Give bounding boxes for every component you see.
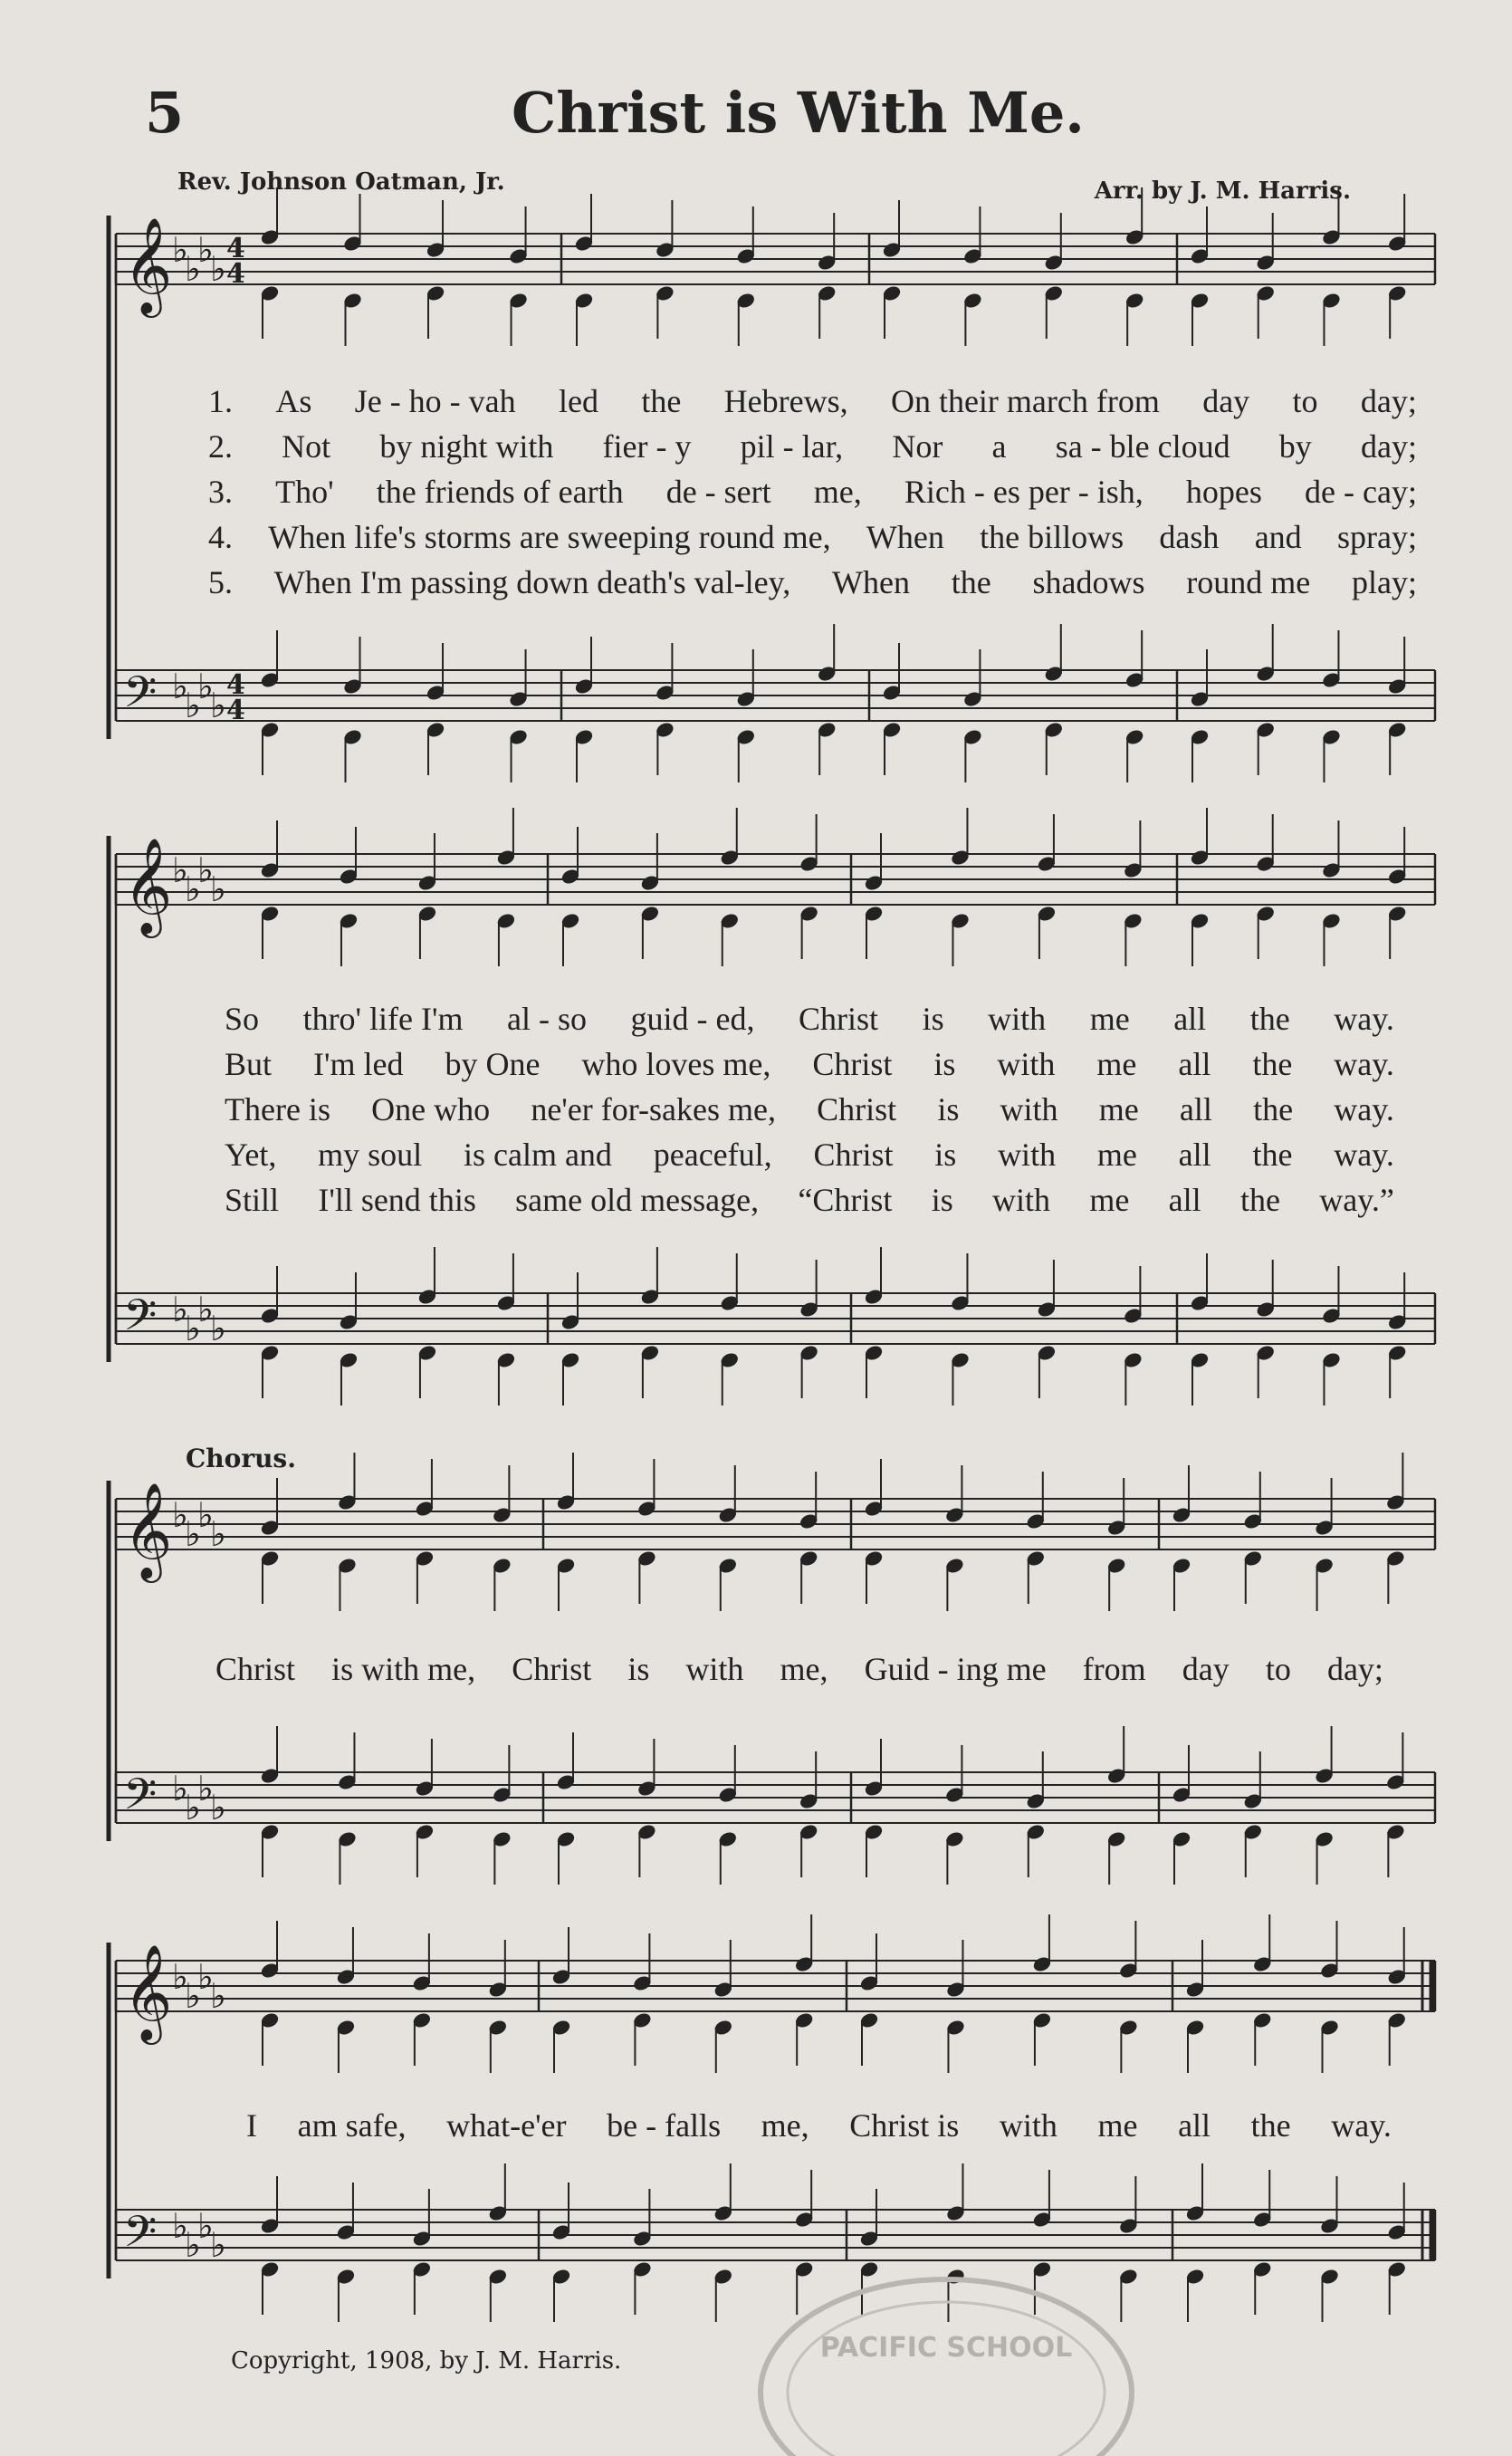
flat-sign: ♭ (197, 667, 214, 706)
lyric-word: is calm and (463, 1137, 612, 1173)
lyric-word: de - sert (665, 474, 771, 510)
lyric-word: “Christ (798, 1182, 893, 1218)
lyric-word: day; (1360, 428, 1417, 465)
lyric-word: is (627, 1651, 650, 1687)
hymn-title: Christ is With Me. (512, 80, 1085, 146)
time-signature: 4 (226, 258, 245, 290)
lyric-word: the (1249, 1001, 1290, 1037)
lyric-word: When I'm passing down death's val-ley, (273, 564, 791, 600)
chorus-label: Chorus. (186, 1444, 296, 1473)
lyric-word: But (225, 1046, 273, 1082)
lyric-word: me (1098, 1091, 1139, 1127)
lyric-word: 1. (208, 383, 233, 419)
lyric-word: way. (1334, 1046, 1394, 1082)
lyric-word: 3. (208, 474, 233, 510)
lyric-word: peaceful, (653, 1137, 772, 1173)
time-signature: 4 (226, 233, 245, 264)
lyric-word: to (1292, 383, 1318, 419)
lyric-word: de - cay; (1305, 474, 1417, 510)
lyric-word: I'm led (313, 1046, 404, 1082)
lyric-word: is (934, 1137, 957, 1173)
lyric-word: Not (282, 428, 331, 465)
lyric-word: all (1178, 1046, 1211, 1082)
bass-clef: 𝄢 (123, 667, 158, 728)
lyric-word: the friends of earth (376, 474, 624, 510)
refrain-line (225, 996, 1394, 1041)
lyric-word: Christ (817, 1091, 897, 1127)
refrain-line (225, 1041, 1394, 1087)
lyric-word: hopes (1185, 474, 1262, 510)
lyric-word: sa - ble cloud (1055, 428, 1230, 465)
flat-sign: ♭ (172, 230, 188, 270)
flat-sign: ♭ (197, 1769, 214, 1808)
flat-sign: ♭ (197, 850, 214, 890)
lyric-word: way. (1334, 1091, 1394, 1127)
lyric-word: all (1179, 1091, 1212, 1127)
lyric-word: When (832, 564, 910, 600)
refrain-lyrics (225, 996, 1394, 1223)
lyric-word: is (922, 1001, 944, 1037)
lyric-word: me, (813, 474, 862, 510)
lyric-word: all (1178, 1137, 1211, 1173)
lyric-word: is (931, 1182, 953, 1218)
lyric-word: is with me, (331, 1651, 476, 1687)
arranger-credit: Arr. by J. M. Harris. (1094, 177, 1351, 205)
lyric-word: with (992, 1182, 1051, 1218)
lyric-word: with (997, 1046, 1056, 1082)
flat-sign: ♭ (172, 1290, 188, 1329)
lyric-word: Nor (892, 428, 943, 465)
lyric-word: 4. (208, 519, 233, 555)
lyric-word: me (1096, 1046, 1137, 1082)
lyric-word: the (1250, 2107, 1291, 2144)
flat-sign: ♭ (172, 850, 188, 890)
lyric-word: is (937, 1091, 960, 1127)
flat-sign: ♭ (210, 686, 226, 725)
chorus-line-1 (215, 1650, 1383, 1688)
verse-line (208, 424, 1417, 469)
flat-sign: ♭ (197, 1957, 214, 1997)
lyric-word: by One (445, 1046, 541, 1082)
time-signature: 4 (226, 669, 245, 701)
lyric-word: Je - ho - vah (354, 383, 516, 419)
flat-sign: ♭ (210, 869, 226, 909)
flat-sign: ♭ (210, 1309, 226, 1348)
library-stamp (751, 2275, 1141, 2456)
lyric-word: from (1082, 1651, 1146, 1687)
flat-sign: ♭ (172, 1769, 188, 1808)
lyric-word: round me (1186, 564, 1311, 600)
lyric-word: with (998, 1137, 1057, 1173)
lyric-word: Hebrews, (723, 383, 848, 419)
lyric-word: Tho' (275, 474, 334, 510)
refrain-line (225, 1177, 1394, 1223)
lyric-word: me (1089, 1182, 1130, 1218)
lyric-word: a (991, 428, 1007, 465)
lyric-word: shadows (1032, 564, 1145, 600)
lyric-word: On their march from (890, 383, 1160, 419)
lyric-word: day; (1360, 383, 1417, 419)
lyric-word: be - falls (607, 2107, 722, 2144)
author-credit: Rev. Johnson Oatman, Jr. (177, 168, 505, 196)
flat-sign: ♭ (172, 667, 188, 706)
lyric-word: When life's storms are sweeping round me, (268, 519, 831, 555)
treble-clef: 𝄞 (123, 1943, 173, 2040)
lyric-word: who loves me, (581, 1046, 771, 1082)
verse-line (208, 379, 1417, 424)
flat-sign: ♭ (210, 1514, 226, 1554)
flat-sign: ♭ (185, 869, 201, 909)
lyric-word: Christ (512, 1651, 592, 1687)
flat-sign: ♭ (197, 1495, 214, 1535)
lyric-word: is (933, 1046, 956, 1082)
lyric-word: to (1265, 1651, 1291, 1687)
lyric-word: One who (371, 1091, 491, 1127)
lyric-word: way. (1334, 1137, 1394, 1173)
lyric-word: play; (1352, 564, 1417, 600)
time-signature: 4 (226, 695, 245, 726)
flat-sign: ♭ (197, 2206, 214, 2246)
flat-sign: ♭ (210, 2225, 226, 2265)
flat-sign: ♭ (172, 1495, 188, 1535)
flat-sign: ♭ (172, 2206, 188, 2246)
lyric-word: with (685, 1651, 744, 1687)
flat-sign: ♭ (185, 1309, 201, 1348)
lyric-word: am safe, (297, 2107, 407, 2144)
lyric-word: me (1089, 1001, 1130, 1037)
lyric-word: Christ (799, 1001, 879, 1037)
lyric-word: Christ is (849, 2107, 960, 2144)
lyric-word: me (1097, 2107, 1138, 2144)
lyric-word: day (1182, 1651, 1230, 1687)
lyric-word: day; (1326, 1651, 1383, 1687)
lyric-word: way. (1331, 2107, 1392, 2144)
lyric-word: pil - lar, (740, 428, 844, 465)
bass-clef: 𝄢 (123, 1290, 158, 1351)
flat-sign: ♭ (197, 1290, 214, 1329)
refrain-line (225, 1087, 1394, 1132)
verse-line (208, 469, 1417, 514)
flat-sign: ♭ (185, 249, 201, 289)
lyric-word: Christ (215, 1651, 296, 1687)
chorus-line-2 (246, 2106, 1392, 2144)
lyric-word: fier - y (602, 428, 692, 465)
lyric-word: As (275, 383, 312, 419)
lyric-word: with (988, 1001, 1047, 1037)
lyric-word: all (1178, 2107, 1211, 2144)
lyric-word: with (1000, 1091, 1058, 1127)
lyric-word: way. (1334, 1001, 1394, 1037)
treble-clef: 𝄞 (123, 837, 173, 934)
flat-sign: ♭ (185, 1514, 201, 1554)
flat-sign: ♭ (172, 1957, 188, 1997)
lyric-word: spray; (1336, 519, 1417, 555)
bass-clef: 𝄢 (123, 2206, 158, 2268)
lyric-word: the (1253, 1091, 1294, 1127)
flat-sign: ♭ (210, 1976, 226, 2016)
lyric-word: me (1096, 1137, 1137, 1173)
lyric-word: the (951, 564, 991, 600)
lyric-word: There is (225, 1091, 330, 1127)
bass-clef: 𝄢 (123, 1769, 158, 1830)
lyric-word: me, (761, 2107, 809, 2144)
lyric-word: Christ (812, 1046, 893, 1082)
lyric-word: dash (1159, 519, 1220, 555)
refrain-line (225, 1132, 1394, 1177)
lyric-word: the (641, 383, 682, 419)
lyric-word: with (999, 2107, 1057, 2144)
lyric-word: the (1239, 1182, 1280, 1218)
flat-sign: ♭ (185, 2225, 201, 2265)
lyric-word: same old message, (515, 1182, 760, 1218)
lyric-word: guid - ed, (630, 1001, 755, 1037)
lyric-word: al - so (507, 1001, 588, 1037)
lyric-word: thro' life I'm (302, 1001, 464, 1037)
flat-sign: ♭ (185, 686, 201, 725)
lyric-word: 5. (208, 564, 233, 600)
lyric-word: Guid - ing me (864, 1651, 1047, 1687)
flat-sign: ♭ (210, 1788, 226, 1828)
lyric-word: all (1168, 1182, 1201, 1218)
lyric-word: I'll send this (318, 1182, 476, 1218)
lyric-word: the (1252, 1046, 1293, 1082)
lyric-word: by night with (379, 428, 554, 465)
lyric-word: my soul (318, 1137, 423, 1173)
hymn-number: 5 (145, 80, 185, 146)
lyric-word: Yet, (225, 1137, 277, 1173)
lyric-word: So (225, 1001, 260, 1037)
flat-sign: ♭ (185, 1788, 201, 1828)
verse-line (208, 514, 1417, 560)
lyric-word: ne'er for-sakes me, (531, 1091, 776, 1127)
lyric-word: me, (780, 1651, 828, 1687)
lyric-word: led (559, 383, 598, 419)
flat-sign: ♭ (210, 249, 226, 289)
treble-clef: 𝄞 (123, 1482, 173, 1578)
verse-line (208, 560, 1417, 605)
flat-sign: ♭ (185, 1976, 201, 2016)
stamp-text: PACIFIC SCHOOL (819, 2332, 1073, 2364)
lyric-word: Rich - es per - ish, (904, 474, 1144, 510)
lyric-word: what-e'er (446, 2107, 567, 2144)
lyric-word: all (1173, 1001, 1207, 1037)
treble-clef: 𝄞 (123, 216, 173, 313)
lyric-word: I (246, 2107, 257, 2144)
lyric-word: and (1254, 519, 1302, 555)
lyric-word: the (1252, 1137, 1293, 1173)
lyric-word: Still (225, 1182, 280, 1218)
lyric-word: Christ (813, 1137, 894, 1173)
lyric-word: way.” (1319, 1182, 1394, 1218)
lyric-word: When (866, 519, 944, 555)
copyright-notice: Copyright, 1908, by J. M. Harris. (231, 2347, 622, 2374)
lyric-word: the billows (980, 519, 1124, 555)
lyric-word: 2. (208, 428, 233, 465)
lyric-word: by (1278, 428, 1312, 465)
flat-sign: ♭ (197, 230, 214, 270)
verse-lyrics (208, 379, 1417, 605)
lyric-word: day (1202, 383, 1250, 419)
